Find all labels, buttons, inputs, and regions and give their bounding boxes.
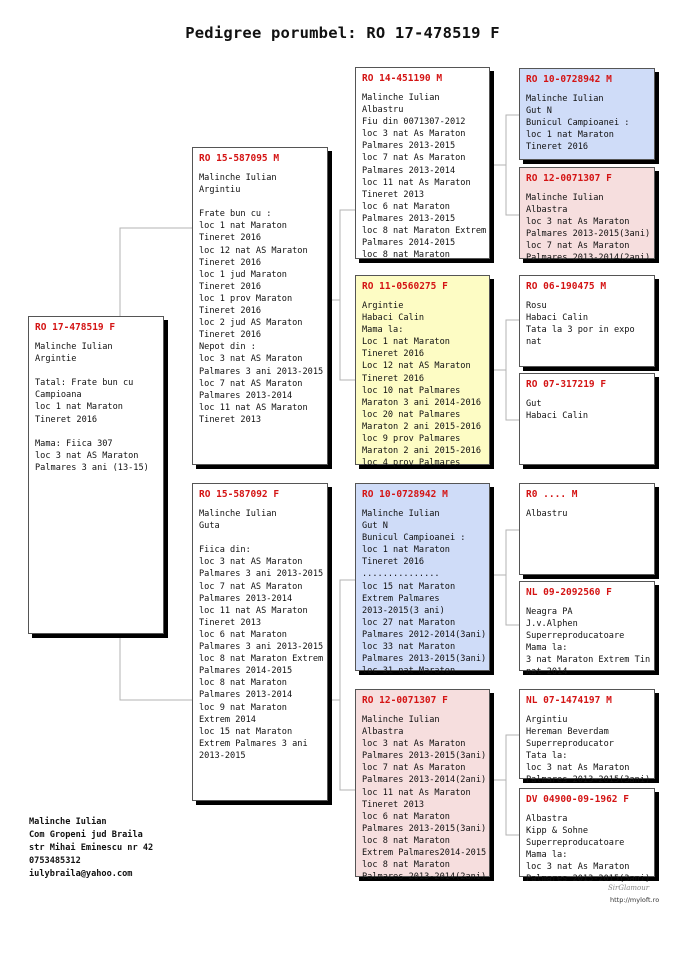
pigeon-details: Malinche Iulian Gut N Bunicul Campioanei : loc 1 nat Maraton Tineret 2016 (526, 94, 630, 153)
pigeon-details: Malinche Iulian Gut N Bunicul Campioanei : loc 1 nat Maraton Tineret 2016 ............... loc 15 nat Maraton Extrem Palmares 2013-2015(3 ani) loc 27 nat Maraton Palmares 2012-2014(3ani) loc 33 nat Maraton Palmares 2013-2015(3ani) loc 31 nat Maraton (362, 509, 487, 677)
ring-number: NL 09-2092560 F (526, 587, 612, 598)
pigeon-details: Argintie Habaci Calin Mama la: Loc 1 nat Maraton Tineret 2016 Loc 12 nat AS Maraton Tineret 2016 loc 10 nat Palmares Maraton 3 ani 2014-2016 loc 20 nat Palmares Maraton 2 ani 2015-2016 loc 9 prov Palmares Maraton 2 ani 2015-2016 loc 4 prov Palmares (362, 301, 481, 469)
pigeon-details: Malinche Iulian Guta Fiica din: loc 3 nat AS Maraton Palmares 3 ani 2013-2015 loc 7 nat AS Maraton Palmares 2013-2014 loc 11 nat AS Maraton Tineret 2013 loc 6 nat Maraton Palmares 3 ani 2013-2015 loc 8 nat Maraton Extrem Palmares 2014-2015 loc 8 nat Maraton Palmares 2013-2014 loc 9 nat Maraton Extrem 2014 loc 15 nat Maraton Extrem Palmares 3 ani 2013-2015 (199, 509, 324, 761)
ring-number: NL 07-1474197 M (526, 695, 612, 706)
pigeon-details: Albastru (526, 509, 568, 519)
ring-number: RO 06-190475 M (526, 281, 607, 292)
pigeon-details: Malinche Iulian Albastra loc 3 nat As Maraton Palmares 2013-2015(3ani) loc 7 nat As Maraton Palmares 2013-2014(2ani) (526, 193, 651, 264)
ring-number: DV 04900-09-1962 F (526, 794, 629, 805)
pigeon-card-ddd (519, 788, 655, 885)
pigeon-card-sss (519, 68, 655, 160)
pigeon-details: Malinche Iulian Albastra loc 3 nat As Maraton Palmares 2013-2015(3ani) loc 7 nat As Maraton Palmares 2013-2014(2ani) loc 11 nat As Maraton Tineret 2013 loc 6 nat Maraton Palmares 2013-2015(3ani) loc 8 nat Maraton Extrem Palmares2014-2015 loc 8 nat Maraton Palmares 2013-2014(2ani) (362, 715, 487, 883)
pigeon-card-sire (192, 147, 328, 465)
ring-number: RO 12-0071307 F (362, 695, 448, 706)
pigeon-card-sdd (519, 373, 655, 465)
website-link[interactable]: http://myloft.ro (610, 896, 660, 904)
pigeon-card-ssd (519, 167, 655, 264)
pigeon-card-dsd (519, 581, 655, 678)
ring-number: RO 10-0728942 M (526, 74, 612, 85)
pigeon-details: Neagra PA J.v.Alphen Superreproducatoare Mama la: 3 nat Maraton Extrem Tin nat 2014 (526, 607, 651, 678)
pigeon-card-dds (519, 689, 655, 786)
ring-number: RO 12-0071307 F (526, 173, 612, 184)
pigeon-card-sds (519, 275, 655, 367)
pigeon-details: Malinche Iulian Argintiu Frate bun cu : loc 1 nat Maraton Tineret 2016 loc 12 nat AS Maraton Tineret 2016 loc 1 jud Maraton Tineret 2016 loc 1 prov Maraton Tineret 2016 loc 2 jud AS Maraton Tineret 2016 Nepot din : loc 3 nat AS Maraton Palmares 3 ani 2013-2015 loc 7 nat AS Maraton Palmares 2013-2014 loc 11 nat AS Maraton Tineret 2013 (199, 173, 324, 425)
pigeon-details: Malinche Iulian Argintie Tatal: Frate bun cu Campioana loc 1 nat Maraton Tineret 2016 Mama: Fiica 307 loc 3 nat AS Maraton Palmares 3 ani (13-15) (35, 342, 149, 473)
ring-number: RO 11-0560275 F (362, 281, 448, 292)
ring-number: RO 15-587092 F (199, 489, 280, 500)
pigeon-card-sire-dam (355, 275, 490, 469)
pigeon-card-main (28, 316, 164, 634)
pigeon-card-dam-sire (355, 483, 490, 677)
ring-number: RO 14-451190 M (362, 73, 443, 84)
pigeon-details: Gut Habaci Calin (526, 399, 589, 422)
ring-number: R0 .... M (526, 489, 578, 500)
pigeon-card-sire-sire (355, 67, 490, 259)
signature-logo: SirGlamour (608, 884, 650, 892)
breeder-contact: Malinche Iulian Com Gropeni jud Braila str Mihai Eminescu nr 42 0753485312 iulybraila@yahoo.com (29, 817, 154, 879)
pigeon-details: Rosu Habaci Calin Tata la 3 por in expo nat (526, 301, 635, 348)
pigeon-details: Malinche Iulian Albastru Fiu din 0071307-2012 loc 3 nat As Maraton Palmares 2013-2015 loc 7 nat As Maraton Palmares 2013-2014 loc 11 nat As Maraton Tineret 2013 loc 6 nat Maraton Palmares 2013-2015 loc 8 nat Maraton Extrem Palmares 2014-2015 loc 8 nat Maraton (362, 93, 487, 261)
ring-number: RO 17-478519 F (35, 322, 116, 333)
ring-number: RO 15-587095 M (199, 153, 280, 164)
pigeon-card-dss (519, 483, 655, 575)
pigeon-details: Argintiu Hereman Beverdam Superreproducator Tata la: loc 3 nat As Maraton Palmares 2013-2015(3ani) (526, 715, 651, 786)
page-title: Pedigree porumbel: RO 17-478519 F (185, 24, 500, 42)
ring-number: RO 10-0728942 M (362, 489, 448, 500)
ring-number: RO 07-317219 F (526, 379, 607, 390)
pigeon-card-dam (192, 483, 328, 801)
pigeon-details: Albastra Kipp & Sohne Superreproducatoare Mama la: loc 3 nat As Maraton Palmares 2013-2015(3ani) (526, 814, 651, 885)
pigeon-card-dam-dam (355, 689, 490, 883)
